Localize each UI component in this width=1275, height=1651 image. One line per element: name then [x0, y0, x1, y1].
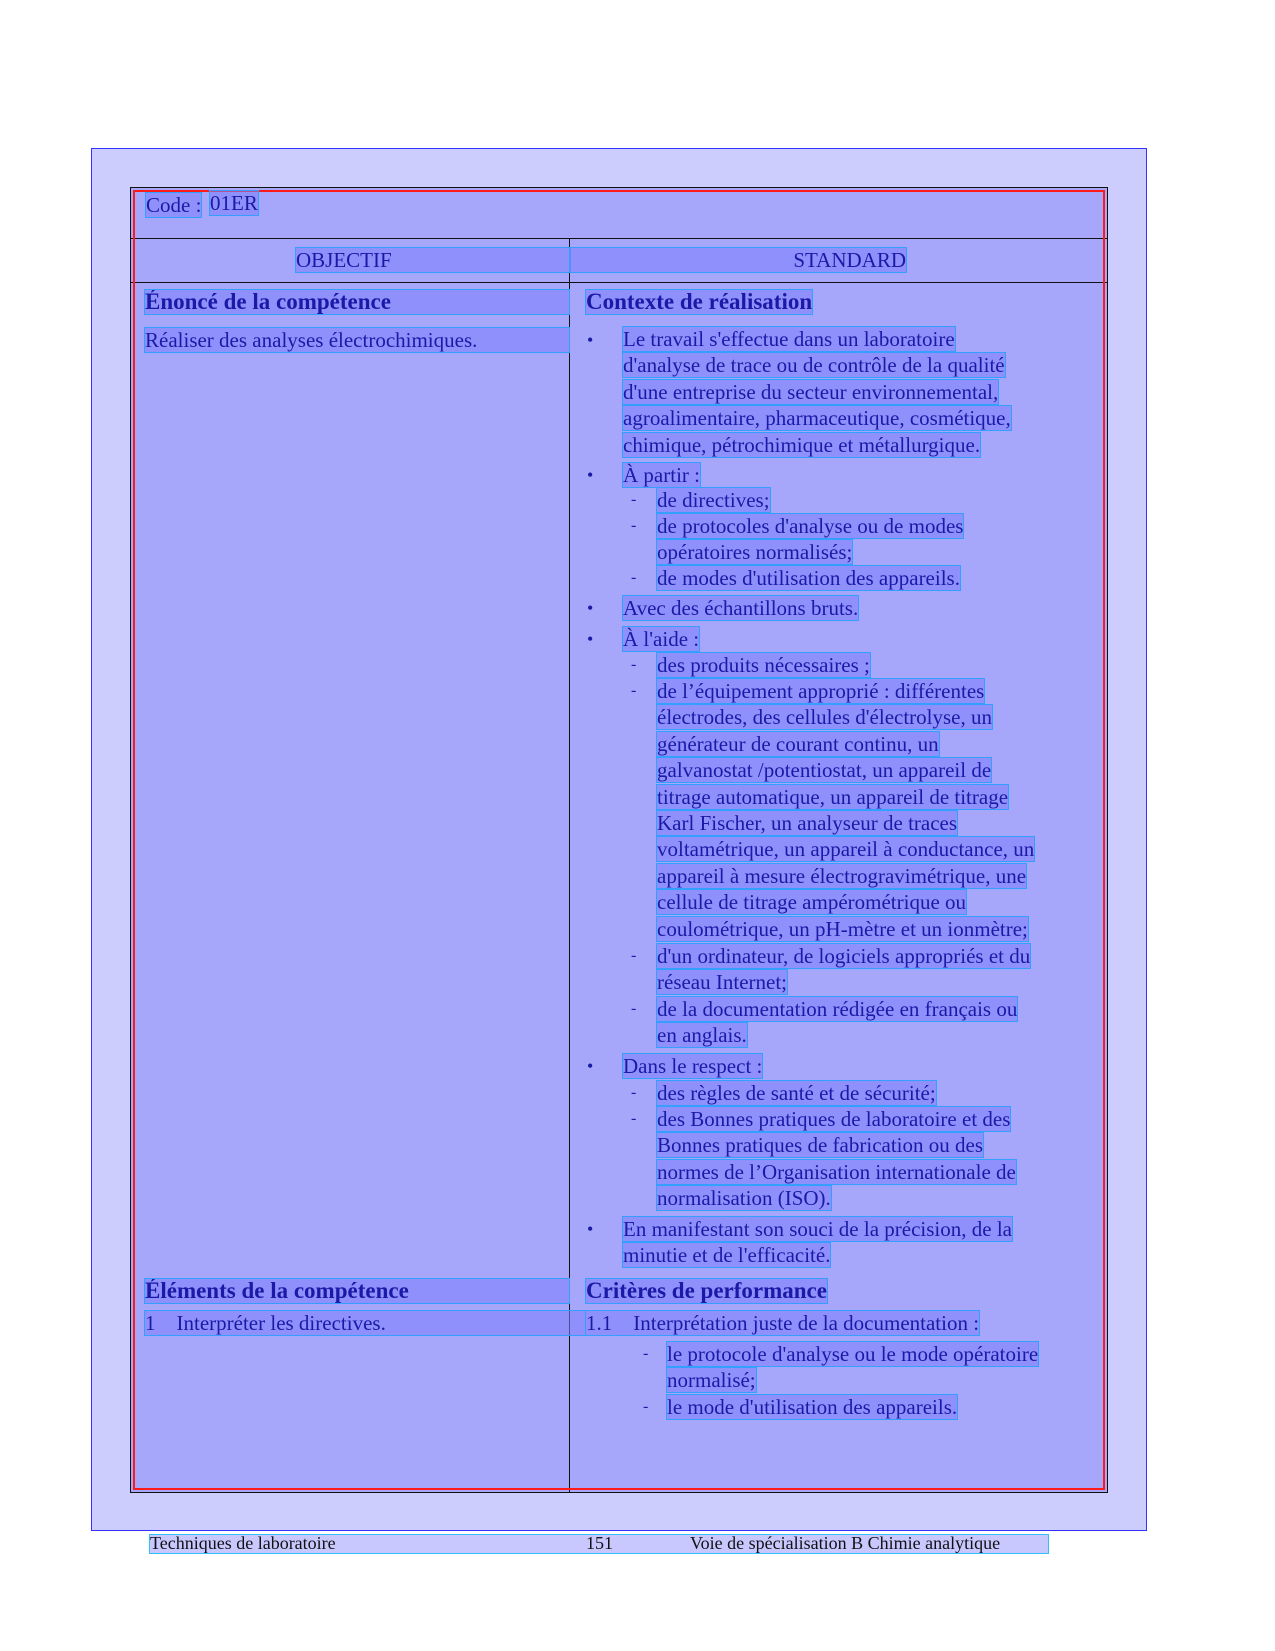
- text-line: normes de l’Organisation internationale de: [657, 1159, 1016, 1184]
- critere-item-number: 1.1: [586, 1311, 613, 1335]
- critere-sub-item-1: [667, 1341, 1038, 1394]
- dash-icon: -: [631, 491, 637, 508]
- text-line: en anglais.: [657, 1023, 747, 1048]
- dash-icon: -: [631, 682, 637, 699]
- dash-icon: -: [631, 517, 637, 534]
- code-label: Code :: [146, 193, 202, 217]
- contexte-title: Contexte de réalisation: [586, 289, 813, 314]
- text-line: d'un ordinateur, de logiciels appropriés et du: [657, 944, 1031, 968]
- text-line: d'une entreprise du secteur environnemental,: [623, 379, 999, 404]
- text-line: voltamétrique, un appareil à conductance, un: [657, 837, 1035, 862]
- bullet-icon: •: [587, 629, 594, 649]
- bullet-icon: •: [587, 1219, 594, 1239]
- footer-left: Techniques de laboratoire: [150, 1533, 336, 1553]
- enonce-title: Énoncé de la compétence: [145, 290, 569, 314]
- text-line: appareil à mesure électrogravimétrique, une: [657, 863, 1027, 888]
- text-line: opératoires normalisés;: [657, 540, 853, 565]
- critere-sub-item-2: [667, 1394, 957, 1420]
- text-line: générateur de courant continu, un: [657, 731, 939, 756]
- text-line: le mode d'utilisation des appareils.: [667, 1395, 958, 1419]
- footer-page-number: 151: [586, 1533, 613, 1553]
- criteres-title: Critères de performance: [586, 1278, 827, 1303]
- contexte-b4-item-2: [657, 678, 1034, 942]
- contexte-b5-item-1: [657, 1080, 936, 1106]
- dash-icon: -: [631, 569, 637, 586]
- text-line: Bonnes pratiques de fabrication ou des: [657, 1133, 983, 1158]
- text-line: agroalimentaire, pharmaceutique, cosmétique,: [623, 406, 1011, 431]
- text-line: de protocoles d'analyse ou de modes: [657, 514, 964, 538]
- text-line: cellule de titrage ampérométrique ou: [657, 890, 967, 915]
- text-line: réseau Internet;: [657, 970, 788, 995]
- code-value: 01ER: [210, 191, 258, 215]
- text-line: Le travail s'effectue dans un laboratoire: [623, 327, 955, 351]
- critere-item-text: Interprétation juste de la documentation :: [633, 1311, 980, 1335]
- text-line: coulométrique, un pH-mètre et un ionmètre;: [657, 916, 1028, 941]
- text-line: normalisé;: [667, 1368, 756, 1393]
- text-line: minutie et de l'efficacité.: [623, 1243, 831, 1268]
- text-line: titrage automatique, un appareil de titrage: [657, 784, 1009, 809]
- dash-icon: -: [631, 1110, 637, 1127]
- critere-item-1: [586, 1311, 979, 1335]
- contexte-bullet-2: À partir :: [623, 463, 700, 487]
- text-line: de directives;: [657, 488, 770, 512]
- bullet-icon: •: [587, 330, 594, 350]
- contexte-b2-item-3: [657, 565, 960, 591]
- dash-icon: -: [631, 656, 637, 673]
- text-line: le protocole d'analyse ou le mode opératoire: [667, 1342, 1039, 1366]
- dash-icon: -: [643, 1398, 649, 1415]
- dash-icon: -: [631, 947, 637, 964]
- text-line: des Bonnes pratiques de laboratoire et des: [657, 1107, 1011, 1131]
- contexte-bullet-4: À l'aide :: [623, 627, 700, 651]
- table-column-divider: [569, 238, 570, 1493]
- text-line: normalisation (ISO).: [657, 1186, 831, 1211]
- contexte-b2-item-2: [657, 513, 963, 566]
- element-item-number: 1: [145, 1311, 156, 1335]
- text-line: des produits nécessaires ;: [657, 653, 870, 677]
- text-line: Karl Fischer, un analyseur de traces: [657, 811, 958, 836]
- contexte-b4-item-3: [657, 943, 1030, 996]
- enonce-text: Réaliser des analyses électrochimiques.: [145, 328, 569, 352]
- table-divider-top: [130, 238, 1108, 239]
- text-line: galvanostat /potentiostat, un appareil de: [657, 758, 992, 783]
- text-line: de l’équipement approprié : différentes: [657, 679, 985, 703]
- bullet-icon: •: [587, 598, 594, 618]
- text-line: de modes d'utilisation des appareils.: [657, 566, 960, 590]
- contexte-b2-item-1: [657, 487, 770, 513]
- bullet-icon: •: [587, 465, 594, 485]
- dash-icon: -: [631, 1084, 637, 1101]
- dash-icon: -: [631, 1000, 637, 1017]
- element-item-text: Interpréter les directives.: [176, 1311, 386, 1335]
- contexte-b4-item-1: [657, 652, 870, 678]
- text-line: des règles de santé et de sécurité;: [657, 1081, 936, 1105]
- contexte-b5-item-2: [657, 1106, 1016, 1212]
- dash-icon: -: [643, 1345, 649, 1362]
- footer-right: Voie de spécialisation B Chimie analytique: [690, 1533, 1001, 1553]
- element-item-1: [145, 1311, 585, 1335]
- text-line: En manifestant son souci de la précision, de la: [623, 1217, 1012, 1241]
- table-divider-header: [130, 282, 1108, 283]
- contexte-b4-item-4: [657, 996, 1017, 1049]
- text-line: électrodes, des cellules d'électrolyse, un: [657, 705, 992, 730]
- contexte-bullet-1: [623, 326, 1011, 458]
- objectif-header: OBJECTIF: [296, 248, 570, 272]
- contexte-bullet-5: Dans le respect :: [623, 1054, 763, 1078]
- contexte-bullet-3: Avec des échantillons bruts.: [623, 596, 859, 620]
- text-line: chimique, pétrochimique et métallurgique.: [623, 432, 981, 457]
- standard-header: STANDARD: [570, 248, 906, 272]
- text-line: d'analyse de trace ou de contrôle de la qualité: [623, 353, 1005, 378]
- elements-title: Éléments de la compétence: [145, 1279, 569, 1303]
- bullet-icon: •: [587, 1056, 594, 1076]
- contexte-bullet-6: [623, 1216, 1012, 1269]
- text-line: de la documentation rédigée en français ou: [657, 997, 1018, 1021]
